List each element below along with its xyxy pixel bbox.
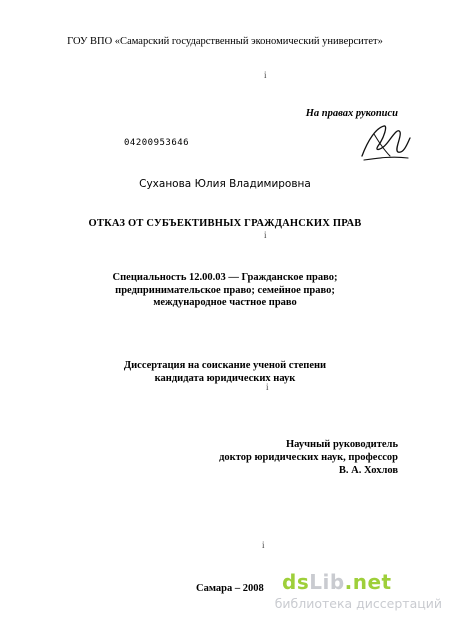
dslib-watermark bbox=[252, 570, 442, 614]
rights-note: На правах рукописи bbox=[305, 108, 398, 119]
thesis-title: ОТКАЗ ОТ СУБЪЕКТИВНЫХ ГРАЖДАНСКИХ ПРАВ bbox=[88, 218, 362, 229]
supervisor-line: доктор юридических наук, профессор bbox=[219, 452, 398, 463]
degree-line: кандидата юридических наук bbox=[154, 372, 296, 384]
supervisor-line: Научный руководитель bbox=[286, 439, 398, 450]
signature-icon bbox=[354, 120, 414, 166]
author-name: Суханова Юлия Владимировна bbox=[139, 178, 311, 190]
university-header: ГОУ ВПО «Самарский государственный экономический университет» bbox=[67, 36, 383, 47]
dslib-logo bbox=[282, 570, 392, 594]
scan-mark: i bbox=[262, 540, 265, 550]
specialty-line: международное частное право bbox=[153, 297, 297, 308]
archive-code: 04200953646 bbox=[124, 138, 190, 148]
city-year: Самара – 2008 bbox=[196, 583, 264, 594]
supervisor-line: В. А. Хохлов bbox=[338, 465, 398, 476]
degree-block bbox=[0, 360, 450, 385]
supervisor-block bbox=[219, 438, 398, 477]
specialty-block bbox=[0, 272, 450, 310]
watermark-subtitle: библиотека диссертаций bbox=[274, 596, 442, 611]
specialty-line: Специальность 12.00.03 — Гражданское право; bbox=[112, 272, 338, 283]
scan-mark: i bbox=[266, 382, 269, 392]
logo-part: .net bbox=[344, 570, 392, 594]
logo-part: Lib bbox=[309, 570, 345, 594]
scan-mark: i bbox=[264, 230, 267, 240]
scan-mark: i bbox=[264, 70, 267, 80]
degree-line: Диссертация на соискание ученой степени bbox=[123, 360, 327, 371]
specialty-line: предпринимательское право; семейное право; bbox=[115, 284, 335, 296]
logo-part: ds bbox=[282, 570, 310, 594]
